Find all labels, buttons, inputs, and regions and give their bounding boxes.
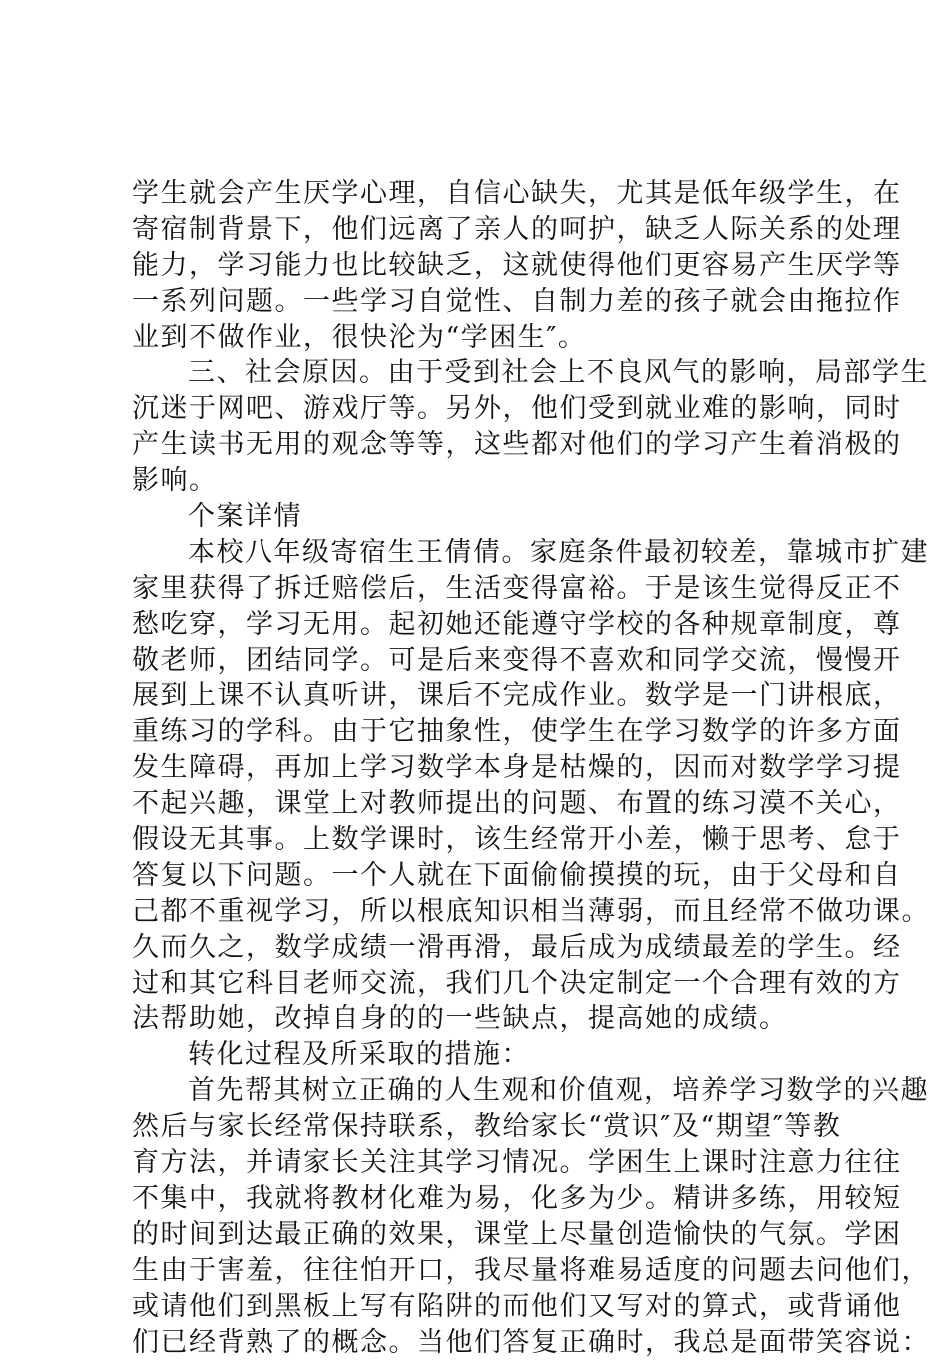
text-line: 展到上课不认真听讲，课后不完成作业。数学是一门讲根底， [132, 678, 852, 714]
text-line: 或请他们到黑板上写有陷阱的而他们又写对的算式，或背诵他 [132, 1289, 852, 1325]
text-line: 生由于害羞，往往怕开口，我尽量将难易适度的问题去问他们， [132, 1253, 852, 1289]
text-line: 答复以下问题。一个人就在下面偷偷摸摸的玩，由于父母和自 [132, 858, 852, 894]
text-line: 育方法，并请家长关注其学习情况。学困生上课时注意力往往 [132, 1145, 852, 1181]
text-line: 个案详情 [132, 499, 852, 535]
text-line: 能力，学习能力也比较缺乏，这就使得他们更容易产生厌学等 [132, 248, 852, 284]
text-line: 不起兴趣，课堂上对教师提出的问题、布置的练习漠不关心， [132, 786, 852, 822]
text-line: 影响。 [132, 463, 852, 499]
text-line: 们已经背熟了的概念。当他们答复正确时，我总是面带笑容说： [132, 1325, 852, 1360]
text-line: 本校八年级寄宿生王倩倩。家庭条件最初较差，靠城市扩建 [132, 535, 852, 571]
text-line: 学生就会产生厌学心理，自信心缺失，尤其是低年级学生，在 [132, 176, 852, 212]
text-line: 家里获得了拆迁赔偿后，生活变得富裕。于是该生觉得反正不 [132, 571, 852, 607]
text-line: 己都不重视学习，所以根底知识相当薄弱，而且经常不做功课。 [132, 894, 852, 930]
text-line: 久而久之，数学成绩一滑再滑，最后成为成绩最差的学生。经 [132, 930, 852, 966]
text-line: 一系列问题。一些学习自觉性、自制力差的孩子就会由拖拉作 [132, 284, 852, 320]
text-line: 业到不做作业，很快沦为“学困生″。 [132, 320, 852, 356]
text-line: 转化过程及所采取的措施： [132, 1037, 852, 1073]
document-body [132, 176, 852, 1360]
text-line: 首先帮其树立正确的人生观和价值观，培养学习数学的兴趣 [132, 1073, 852, 1109]
text-line: 三、社会原因。由于受到社会上不良风气的影响，局部学生 [132, 355, 852, 391]
text-line: 过和其它科目老师交流，我们几个决定制定一个合理有效的方 [132, 966, 852, 1002]
text-line: 重练习的学科。由于它抽象性，使学生在学习数学的许多方面 [132, 714, 852, 750]
text-line: 假设无其事。上数学课时，该生经常开小差，懒于思考、怠于 [132, 822, 852, 858]
text-line: 产生读书无用的观念等等，这些都对他们的学习产生着消极的 [132, 427, 852, 463]
text-line: 沉迷于网吧、游戏厅等。另外，他们受到就业难的影响，同时 [132, 391, 852, 427]
text-line: 的时间到达最正确的效果，课堂上尽量创造愉快的气氛。学困 [132, 1217, 852, 1253]
text-line: 寄宿制背景下，他们远离了亲人的呵护，缺乏人际关系的处理 [132, 212, 852, 248]
text-line: 愁吃穿，学习无用。起初她还能遵守学校的各种规章制度，尊 [132, 607, 852, 643]
text-line: 不集中，我就将教材化难为易，化多为少。精讲多练，用较短 [132, 1181, 852, 1217]
text-line: 然后与家长经常保持联系，教给家长“赏识″及“期望″等教 [132, 1109, 852, 1145]
text-line: 发生障碍，再加上学习数学本身是枯燥的，因而对数学学习提 [132, 750, 852, 786]
text-line: 法帮助她，改掉自身的的一些缺点，提高她的成绩。 [132, 1001, 852, 1037]
text-line: 敬老师，团结同学。可是后来变得不喜欢和同学交流，慢慢开 [132, 643, 852, 679]
